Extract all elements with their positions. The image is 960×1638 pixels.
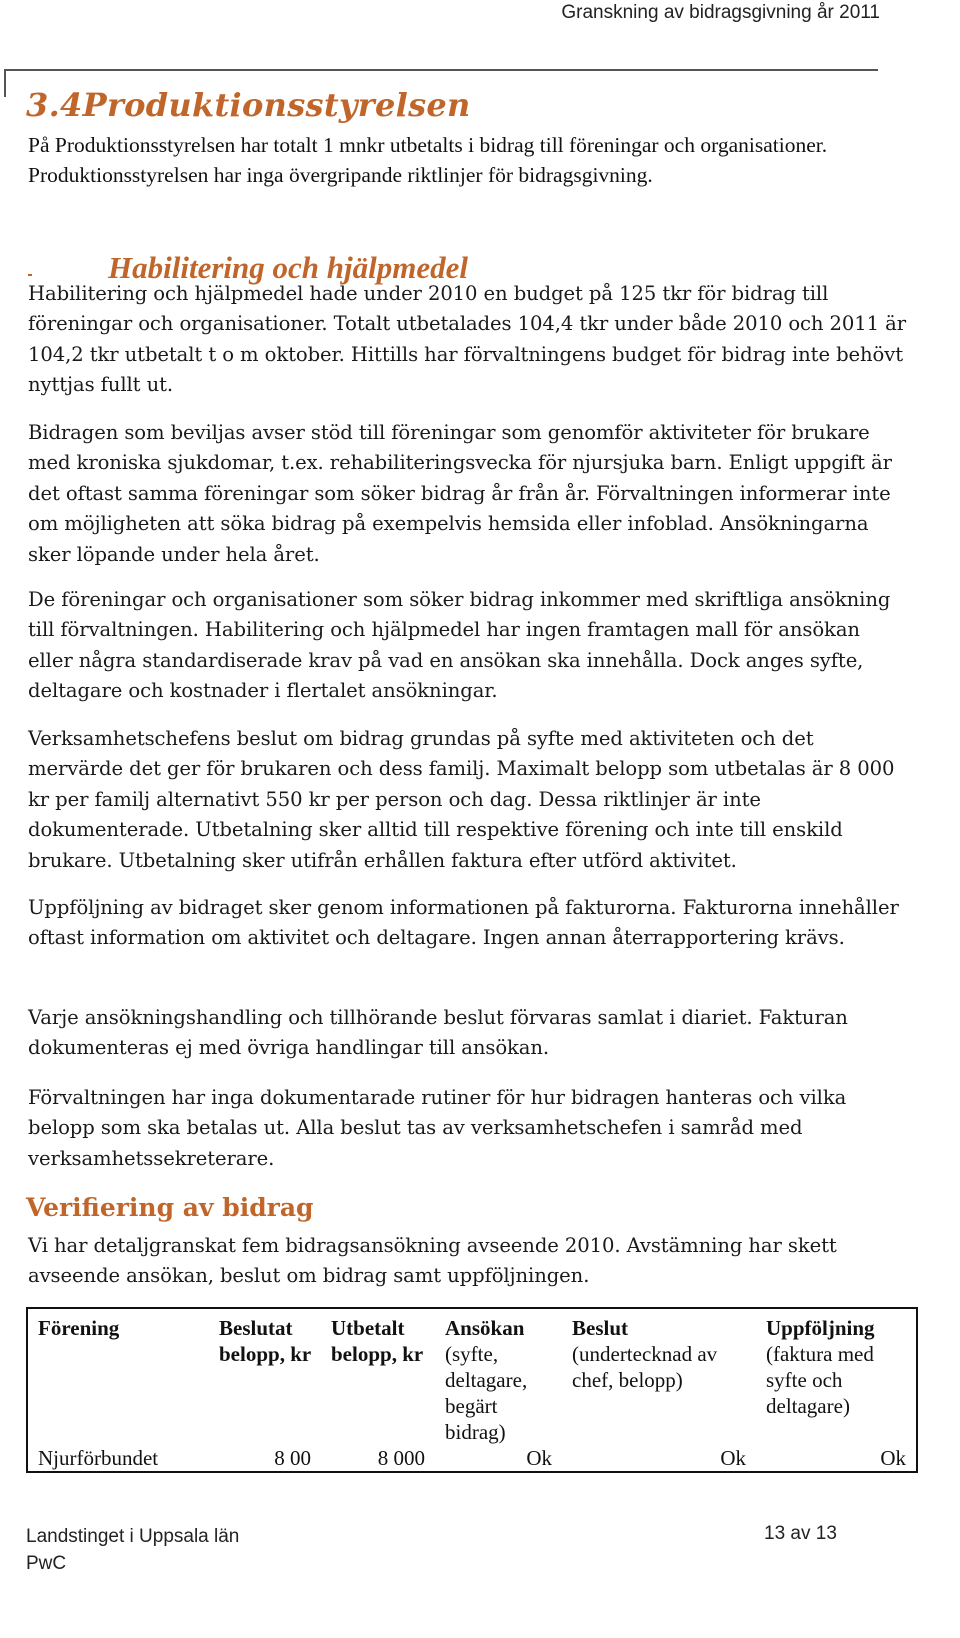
section-title: Produktionsstyrelsen [82, 86, 471, 124]
verification-heading: Verifiering av bidrag [26, 1193, 314, 1222]
table-row [27, 1445, 917, 1472]
paragraph-applications: De föreningar och organisationer som söker bidrag inkommer med skriftliga ansökning till förvaltningen. Habilitering och hjälpmedel har ingen framtagen mall för ansökan eller några standardiserade krav på vad en ansökan ska innehålla. Dock anges syfte, deltagare och kostnader i flertalet ansökningar. [28, 588, 891, 703]
table-header-cell: Uppföljning (faktura med syfte och deltagare) [766, 1316, 875, 1418]
table-cell: Ok [526, 1446, 552, 1470]
header-rule [4, 69, 878, 71]
running-header: Granskning av bidragsgivning år 2011 [561, 2, 880, 23]
table-cell: Ok [880, 1446, 906, 1470]
table-header-row [27, 1308, 917, 1445]
paragraph-purpose: Bidragen som beviljas avser stöd till föreningar som genomför aktiviteter för brukare med kroniska sjukdomar, t.ex. rehabiliteringsvecka för njursjuka barn. Enligt uppgift är det oftast samma föreningar som söker bidrag år från år. Förvaltningen informerar inte om möjligheten att söka bidrag på exempelvis hemsida eller infoblad. Ansökningarna sker löpande under hela året. [28, 421, 892, 566]
footer-left [26, 1523, 239, 1577]
paragraph-decision: Verksamhetschefens beslut om bidrag grundas på syfte med aktiviteten och det mervärde det ger för brukaren och dess familj. Maximalt belopp som utbetalas är 8 000 kr per familj alternativt 550 kr per person och dag. Dessa riktlinjer är inte dokumenterade. Utbetalning sker alltid till respektive förening och inte till enskild brukare. Utbetalning sker utifrån erhållen faktura efter utförd aktivitet. [28, 727, 895, 872]
subsection-heading: Habilitering och hjälpmedel [108, 250, 468, 285]
table-cell: Ok [720, 1446, 746, 1470]
paragraph-archiving: Varje ansökningshandling och tillhörande beslut förvaras samlat i diariet. Fakturan dokumenteras ej med övriga handlingar till ansökan. [28, 1006, 848, 1060]
table-cell: 8 000 [377, 1446, 425, 1470]
verification-text: Vi har detaljgranskat fem bidragsansökning avseende 2010. Avstämning har skett avseende ansökan, beslut om bidrag samt uppföljningen. [28, 1234, 837, 1288]
paragraph-followup: Uppföljning av bidraget sker genom informationen på fakturorna. Fakturorna innehåller oftast information om aktivitet och deltagare. Ingen annan återrapportering krävs. [28, 896, 899, 950]
table-header-cell: Utbetalt belopp, kr [331, 1316, 424, 1366]
footer-organization: Landstinget i Uppsala län [26, 1526, 240, 1547]
footer-firm: PwC [26, 1553, 67, 1574]
table-header-cell: Ansökan (syfte, deltagare, begärt bidrag) [445, 1316, 528, 1444]
section-number: 3.4 [26, 86, 83, 124]
section-heading [26, 86, 471, 124]
header-rule-corner [4, 69, 6, 97]
table-cell: Njurförbundet [38, 1446, 159, 1470]
table-header-cell: Förening [38, 1316, 120, 1340]
paragraph-budget: Habilitering och hjälpmedel hade under 2010 en budget på 125 tkr för bidrag till föreningar och organisationer. Totalt utbetalades 104,4 tkr under både 2010 och 2011 är 104,2 tkr utbetalt t o m oktober. Hittills har förvaltningens budget för bidrag inte behövt nyttjas fullt ut. [28, 282, 906, 397]
table-header-cell: Beslut (undertecknad av chef, belopp) [572, 1316, 718, 1392]
verification-table [26, 1307, 918, 1473]
table-header-cell: Beslutat belopp, kr [219, 1316, 312, 1366]
paragraph-routines: Förvaltningen har inga dokumentarade rutiner för hur bidragen hanteras och vilka belopp som ska betalas ut. Alla beslut tas av verksamhetschefen i samråd med verksamhetssekreterare. [28, 1086, 847, 1170]
section-intro: På Produktionsstyrelsen har totalt 1 mnkr utbetalts i bidrag till föreningar och organisationer. Produktionsstyrelsen har inga övergripande riktlinjer för bidragsgivning. [28, 133, 828, 187]
table-cell: 8 00 [274, 1446, 311, 1470]
heading-marker [28, 274, 32, 276]
page-number: 13 av 13 [764, 1523, 837, 1544]
